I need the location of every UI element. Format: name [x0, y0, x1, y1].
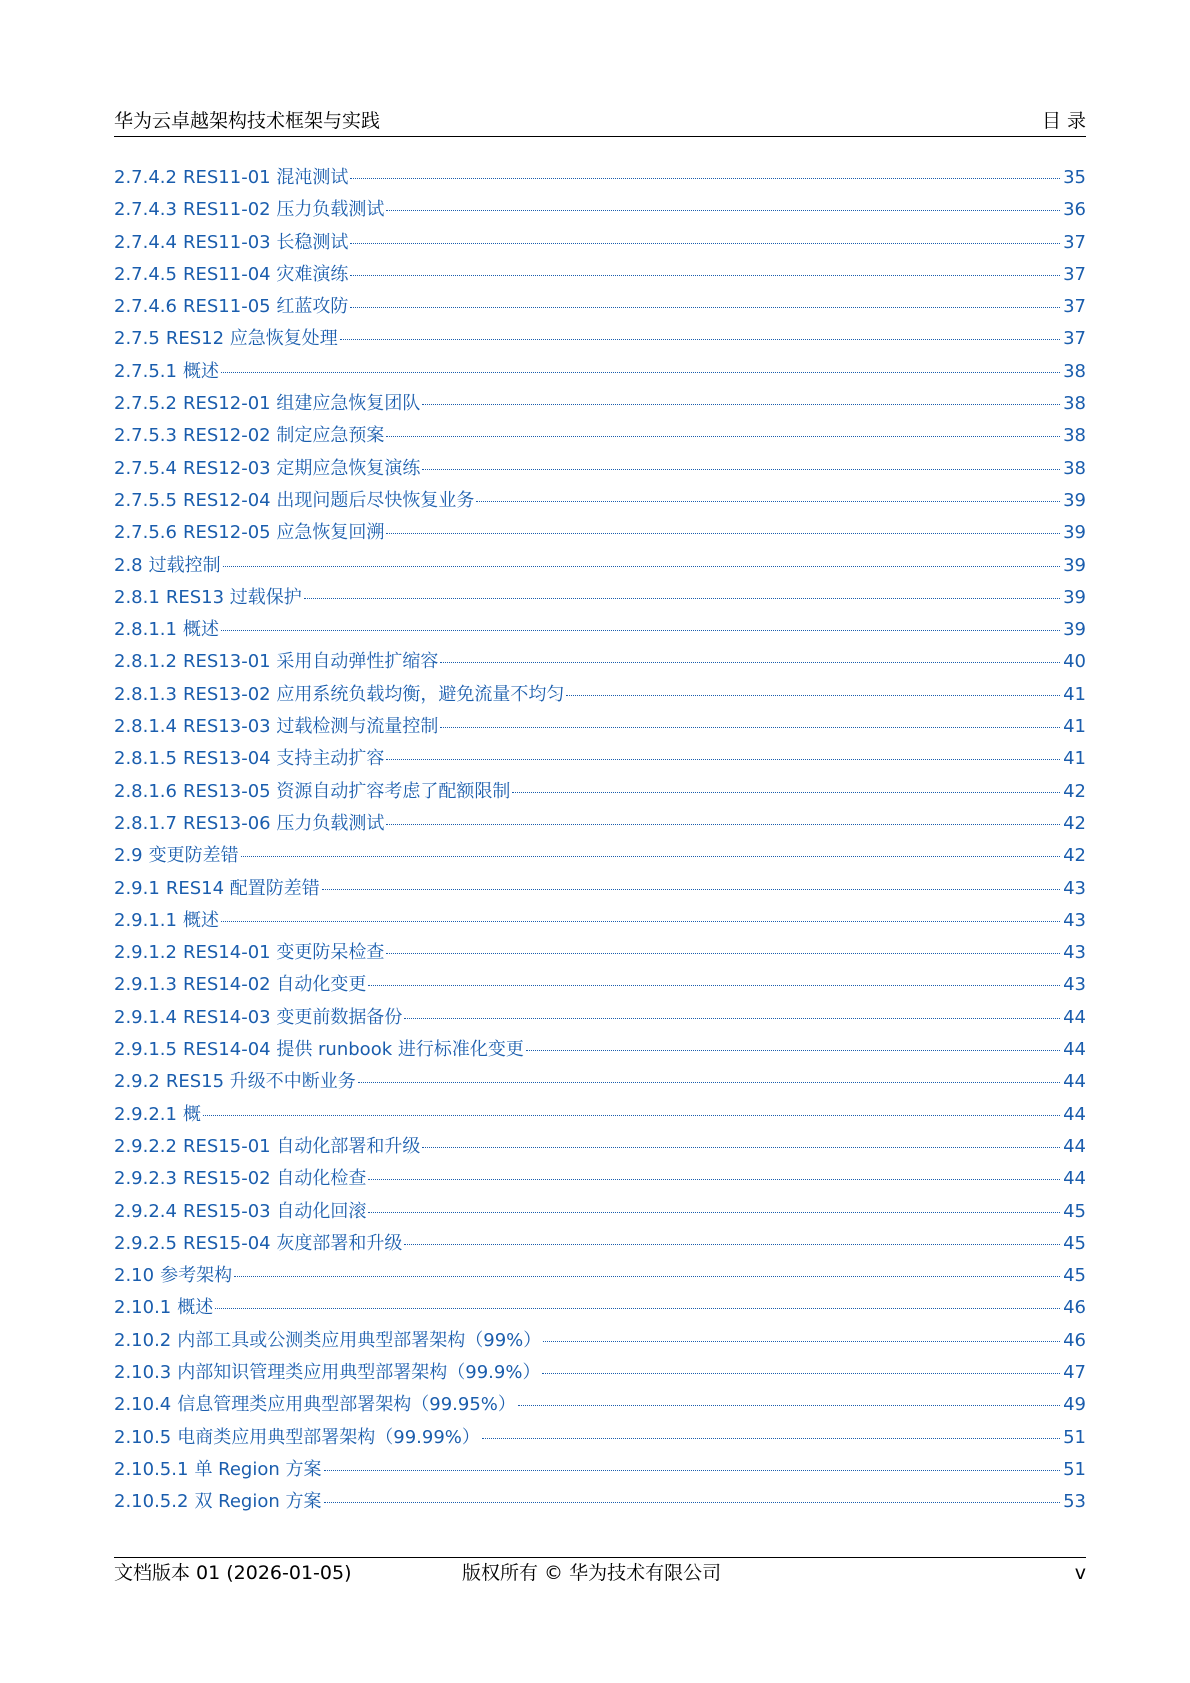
toc-dot-leader [203, 1115, 1060, 1116]
toc-entry-page: 38 [1063, 425, 1086, 447]
table-of-contents [114, 166, 1086, 1522]
toc-entry[interactable] [114, 1458, 1086, 1490]
toc-entry[interactable] [114, 1329, 1086, 1361]
toc-dot-leader [221, 921, 1060, 922]
toc-entry-page: 44 [1063, 1006, 1086, 1028]
toc-dot-leader [386, 210, 1060, 211]
toc-entry[interactable] [114, 327, 1086, 359]
toc-entry-page: 49 [1063, 1394, 1086, 1416]
toc-entry[interactable] [114, 1006, 1086, 1038]
toc-entry-number: 2.7.5.6 [114, 522, 177, 544]
toc-dot-leader [215, 1308, 1060, 1309]
toc-entry[interactable] [114, 683, 1086, 715]
toc-entry-title: RES12-01 组建应急恢复团队 [182, 393, 421, 415]
toc-entry-number: 2.7.5.3 [114, 425, 177, 447]
toc-entry[interactable] [114, 392, 1086, 424]
document-version: 文档版本 01 (2026-01-05) [114, 1562, 352, 1584]
toc-entry-title: 概述 [182, 619, 219, 641]
toc-entry-title: RES11-01 混沌测试 [182, 167, 349, 188]
toc-entry-number: 2.7.4.3 [114, 199, 177, 221]
toc-entry[interactable] [114, 877, 1086, 909]
toc-entry-page: 47 [1063, 1361, 1086, 1383]
toc-entry-number: 2.8.1.7 [114, 812, 177, 834]
toc-entry-title: 概 [182, 1103, 201, 1125]
toc-entry-title: RES13-06 压力负载测试 [182, 812, 385, 834]
toc-dot-leader [322, 889, 1060, 890]
toc-dot-leader [526, 1050, 1060, 1051]
copyright-notice: 版权所有 © 华为技术有限公司 [462, 1562, 722, 1584]
toc-entry[interactable] [114, 941, 1086, 973]
toc-entry-title: RES15-01 自动化部署和升级 [182, 1135, 421, 1157]
toc-dot-leader [234, 1276, 1060, 1277]
toc-entry-title: RES12 应急恢复处理 [165, 328, 338, 350]
toc-entry-page: 51 [1063, 1426, 1086, 1448]
toc-entry-page: 39 [1063, 522, 1086, 544]
toc-entry-number: 2.9.2.2 [114, 1135, 177, 1157]
toc-entry-title: RES12-03 定期应急恢复演练 [182, 457, 421, 479]
toc-entry-number: 2.8.1.2 [114, 651, 177, 673]
toc-dot-leader [440, 727, 1060, 728]
toc-dot-leader [368, 985, 1060, 986]
toc-entry-title: RES11-04 灾难演练 [182, 263, 349, 285]
toc-entry[interactable] [114, 1296, 1086, 1328]
toc-entry-page: 43 [1063, 942, 1086, 964]
toc-entry-number: 2.9 [114, 845, 143, 867]
toc-entry-number: 2.8.1.3 [114, 683, 177, 705]
toc-entry-page: 42 [1063, 780, 1086, 802]
toc-entry[interactable] [114, 844, 1086, 876]
toc-entry[interactable] [114, 1264, 1086, 1296]
toc-entry-title: RES11-03 长稳测试 [182, 231, 349, 253]
toc-dot-leader [386, 824, 1060, 825]
toc-entry-page: 39 [1063, 554, 1086, 576]
toc-dot-leader [324, 1470, 1061, 1471]
page-header [114, 110, 1086, 137]
toc-dot-leader [241, 856, 1060, 857]
toc-entry-number: 2.10.5 [114, 1426, 172, 1448]
toc-entry-title: RES13 过载保护 [165, 586, 302, 608]
toc-entry-title: RES14-04 提供 runbook 进行标准化变更 [182, 1039, 524, 1061]
toc-entry-title: RES13-03 过载检测与流量控制 [182, 716, 439, 738]
toc-entry-title: RES14-02 自动化变更 [182, 974, 367, 996]
toc-entry-number: 2.9.1.4 [114, 1006, 177, 1028]
toc-entry-title: RES12-02 制定应急预案 [182, 425, 385, 447]
toc-entry[interactable] [114, 1103, 1086, 1135]
toc-entry-page: 41 [1063, 683, 1086, 705]
toc-entry[interactable] [114, 1200, 1086, 1232]
toc-entry[interactable] [114, 1038, 1086, 1070]
toc-dot-leader [422, 1147, 1060, 1148]
toc-dot-leader [368, 1179, 1060, 1180]
toc-entry-title: RES14 配置防差错 [165, 877, 320, 899]
toc-entry-page: 35 [1063, 167, 1086, 188]
toc-entry-number: 2.8.1.6 [114, 780, 177, 802]
toc-entry-number: 2.7.5 [114, 328, 160, 350]
toc-entry[interactable] [114, 489, 1086, 521]
toc-entry-number: 2.9.2.1 [114, 1103, 177, 1125]
toc-entry-title: RES13-01 采用自动弹性扩缩容 [182, 651, 439, 673]
toc-entry-number: 2.9.1 [114, 877, 160, 899]
toc-dot-leader [543, 1341, 1060, 1342]
toc-dot-leader [404, 1244, 1060, 1245]
toc-dot-leader [386, 759, 1060, 760]
toc-entry[interactable] [114, 1361, 1086, 1393]
toc-dot-leader [542, 1373, 1060, 1374]
toc-entry-title: RES11-02 压力负载测试 [182, 199, 385, 221]
toc-entry-number: 2.7.4.2 [114, 167, 177, 188]
toc-entry-number: 2.9.1.2 [114, 942, 177, 964]
toc-dot-leader [404, 1018, 1060, 1019]
toc-entry-title: RES15 升级不中断业务 [165, 1071, 356, 1093]
toc-entry-number: 2.7.4.6 [114, 296, 177, 318]
toc-entry-page: 46 [1063, 1329, 1086, 1351]
toc-entry-page: 36 [1063, 199, 1086, 221]
page-footer [114, 1557, 1086, 1588]
toc-entry-number: 2.9.1.5 [114, 1039, 177, 1061]
toc-entry[interactable] [114, 1490, 1086, 1522]
toc-entry-title: 内部工具或公测类应用典型部署架构（99%） [177, 1329, 542, 1351]
toc-entry[interactable] [114, 360, 1086, 392]
toc-entry-title: RES13-05 资源自动扩容考虑了配额限制 [182, 780, 511, 802]
toc-entry-number: 2.10.2 [114, 1329, 172, 1351]
toc-entry-page: 39 [1063, 586, 1086, 608]
toc-entry-page: 39 [1063, 619, 1086, 641]
toc-entry-page: 38 [1063, 393, 1086, 415]
toc-entry-title: 信息管理类应用典型部署架构（99.95%） [177, 1394, 516, 1416]
toc-entry-page: 51 [1063, 1458, 1086, 1480]
toc-entry-number: 2.10.1 [114, 1297, 172, 1319]
toc-entry-title: RES15-03 自动化回滚 [182, 1200, 367, 1222]
toc-entry-page: 43 [1063, 974, 1086, 996]
toc-dot-leader [304, 598, 1060, 599]
toc-dot-leader [476, 501, 1060, 502]
toc-entry-title: 概述 [177, 1297, 214, 1319]
toc-entry-page: 46 [1063, 1297, 1086, 1319]
page-number: v [1074, 1562, 1086, 1584]
toc-entry-number: 2.9.2 [114, 1071, 160, 1093]
toc-entry[interactable] [114, 1135, 1086, 1167]
toc-entry-title: RES13-02 应用系统负载均衡，避免流量不均匀 [182, 683, 565, 705]
toc-entry[interactable] [114, 1070, 1086, 1102]
toc-entry[interactable] [114, 618, 1086, 650]
toc-entry-page: 37 [1063, 231, 1086, 253]
toc-entry-page: 37 [1063, 263, 1086, 285]
toc-dot-leader [422, 469, 1060, 470]
toc-entry-page: 37 [1063, 296, 1086, 318]
toc-entry-number: 2.7.5.5 [114, 489, 177, 511]
toc-entry-title: RES15-04 灰度部署和升级 [182, 1232, 403, 1254]
toc-entry-title: 变更防差错 [148, 845, 239, 867]
toc-entry[interactable] [114, 650, 1086, 682]
toc-entry-title: 过载控制 [148, 554, 221, 576]
toc-entry-number: 2.9.1.1 [114, 909, 177, 931]
toc-dot-leader [518, 1405, 1060, 1406]
toc-dot-leader [221, 372, 1060, 373]
toc-entry[interactable] [114, 973, 1086, 1005]
toc-entry-title: RES11-05 红蓝攻防 [182, 296, 349, 318]
toc-entry-title: 单 Region 方案 [194, 1458, 322, 1480]
toc-entry-page: 45 [1063, 1200, 1086, 1222]
toc-entry[interactable] [114, 457, 1086, 489]
toc-entry-number: 2.9.2.3 [114, 1168, 177, 1190]
toc-dot-leader [386, 953, 1060, 954]
document-title: 华为云卓越架构技术框架与实践 [114, 110, 381, 132]
toc-entry-title: 电商类应用典型部署架构（99.99%） [177, 1426, 480, 1448]
toc-entry-title: RES14-01 变更防呆检查 [182, 942, 385, 964]
toc-dot-leader [350, 275, 1060, 276]
toc-entry-number: 2.8.1.1 [114, 619, 177, 641]
toc-entry[interactable] [114, 166, 1086, 198]
toc-entry-page: 43 [1063, 909, 1086, 931]
toc-dot-leader [386, 436, 1060, 437]
toc-dot-leader [566, 695, 1060, 696]
toc-entry-number: 2.10 [114, 1265, 155, 1287]
toc-entry[interactable] [114, 263, 1086, 295]
toc-dot-leader [350, 243, 1060, 244]
toc-entry-page: 39 [1063, 489, 1086, 511]
toc-entry-page: 42 [1063, 845, 1086, 867]
toc-entry-title: 双 Region 方案 [194, 1491, 322, 1513]
toc-entry-page: 44 [1063, 1135, 1086, 1157]
toc-entry[interactable] [114, 295, 1086, 327]
toc-dot-leader [440, 662, 1060, 663]
toc-entry-title: RES13-04 支持主动扩容 [182, 748, 385, 770]
toc-entry-number: 2.7.5.1 [114, 360, 177, 382]
toc-entry-page: 38 [1063, 360, 1086, 382]
toc-dot-leader [422, 404, 1060, 405]
toc-entry-number: 2.7.5.2 [114, 393, 177, 415]
toc-entry[interactable] [114, 1426, 1086, 1458]
toc-entry-number: 2.7.4.4 [114, 231, 177, 253]
toc-dot-leader [358, 1082, 1060, 1083]
toc-dot-leader [221, 630, 1060, 631]
toc-entry-title: RES14-03 变更前数据备份 [182, 1006, 403, 1028]
toc-entry-number: 2.8.1.5 [114, 748, 177, 770]
toc-entry[interactable] [114, 586, 1086, 618]
toc-entry[interactable] [114, 780, 1086, 812]
toc-entry[interactable] [114, 715, 1086, 747]
toc-entry-title: 概述 [182, 909, 219, 931]
toc-entry-number: 2.10.5.2 [114, 1491, 189, 1513]
toc-dot-leader [223, 566, 1060, 567]
toc-entry-page: 38 [1063, 457, 1086, 479]
toc-entry-page: 44 [1063, 1039, 1086, 1061]
toc-entry-number: 2.7.5.4 [114, 457, 177, 479]
toc-entry-number: 2.9.2.5 [114, 1232, 177, 1254]
toc-entry-number: 2.7.4.5 [114, 263, 177, 285]
toc-entry[interactable] [114, 909, 1086, 941]
toc-entry-page: 42 [1063, 812, 1086, 834]
toc-entry-number: 2.10.5.1 [114, 1458, 189, 1480]
toc-entry[interactable] [114, 1232, 1086, 1264]
toc-entry-page: 53 [1063, 1491, 1086, 1513]
toc-entry-number: 2.9.2.4 [114, 1200, 177, 1222]
toc-entry[interactable] [114, 521, 1086, 553]
toc-entry-number: 2.10.4 [114, 1394, 172, 1416]
toc-entry[interactable] [114, 1167, 1086, 1199]
toc-entry-page: 43 [1063, 877, 1086, 899]
toc-entry-page: 45 [1063, 1232, 1086, 1254]
toc-entry[interactable] [114, 747, 1086, 779]
toc-entry-title: RES15-02 自动化检查 [182, 1168, 367, 1190]
toc-entry-page: 45 [1063, 1265, 1086, 1287]
toc-dot-leader [340, 339, 1060, 340]
toc-entry-page: 44 [1063, 1071, 1086, 1093]
toc-entry[interactable] [114, 424, 1086, 456]
toc-entry-title: RES12-05 应急恢复回溯 [182, 522, 385, 544]
toc-entry-number: 2.9.1.3 [114, 974, 177, 996]
toc-entry-title: 概述 [182, 360, 219, 382]
toc-entry[interactable] [114, 812, 1086, 844]
toc-dot-leader [512, 792, 1060, 793]
toc-entry-number: 2.8 [114, 554, 143, 576]
toc-entry-page: 37 [1063, 328, 1086, 350]
toc-entry-page: 44 [1063, 1168, 1086, 1190]
toc-entry-number: 2.8.1 [114, 586, 160, 608]
toc-entry-page: 44 [1063, 1103, 1086, 1125]
toc-entry-title: RES12-04 出现问题后尽快恢复业务 [182, 489, 475, 511]
toc-dot-leader [368, 1212, 1060, 1213]
toc-entry-page: 41 [1063, 716, 1086, 738]
toc-dot-leader [324, 1502, 1061, 1503]
toc-entry-number: 2.8.1.4 [114, 716, 177, 738]
section-name: 目 录 [1041, 110, 1086, 132]
toc-entry-number: 2.10.3 [114, 1361, 172, 1383]
toc-entry-page: 40 [1063, 651, 1086, 673]
toc-entry-page: 41 [1063, 748, 1086, 770]
toc-dot-leader [350, 178, 1060, 179]
toc-dot-leader [350, 307, 1060, 308]
toc-entry-title: 参考架构 [160, 1265, 233, 1287]
toc-entry[interactable] [114, 231, 1086, 263]
toc-entry[interactable] [114, 1393, 1086, 1425]
toc-dot-leader [482, 1438, 1060, 1439]
toc-entry[interactable] [114, 198, 1086, 230]
toc-entry[interactable] [114, 554, 1086, 586]
toc-entry-title: 内部知识管理类应用典型部署架构（99.9%） [177, 1361, 541, 1383]
toc-dot-leader [386, 533, 1060, 534]
